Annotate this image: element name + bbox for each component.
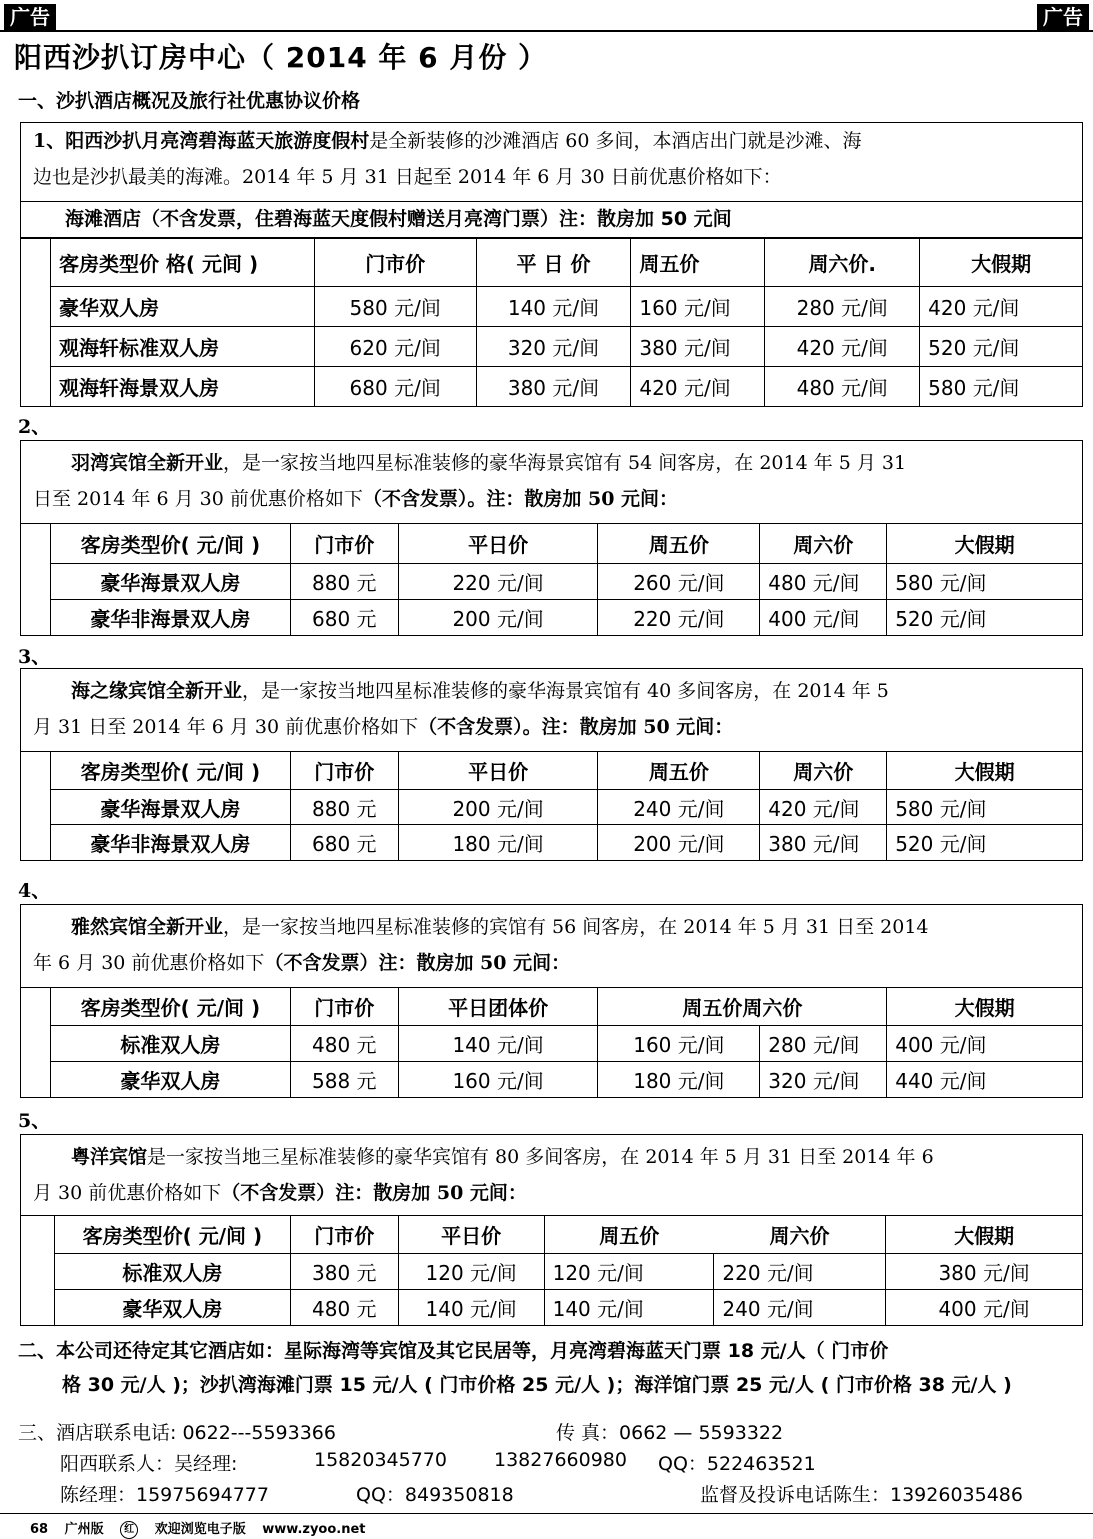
hotel3-desc: ，是一家按当地四星标准装修的豪华海景宾馆有 40 多间客房，在 2014 年 5 xyxy=(242,680,889,702)
table-cell: 200 元/间 xyxy=(398,600,598,636)
table-header-row xyxy=(21,524,1083,564)
contact-qq-1: QQ：522463521 xyxy=(658,1453,816,1475)
header-cell: 门市价 xyxy=(290,752,398,790)
hotel5-name: 粤洋宾馆 xyxy=(71,1146,148,1168)
hotel5-desc-line2: 月 30 前优惠价格如下 xyxy=(33,1182,222,1204)
table-cell: 240 元/间 xyxy=(714,1290,886,1326)
hotel4-number: 4、 xyxy=(18,880,51,902)
header-cell: 大假期 xyxy=(920,239,1083,287)
table-cell: 680 元 xyxy=(290,825,398,861)
table-cell: 240 元/间 xyxy=(598,790,760,825)
header-cell: 平日价 xyxy=(398,1216,544,1254)
header-cell: 门市价 xyxy=(314,239,476,287)
table-cell: 120 元/间 xyxy=(398,1254,544,1290)
header-cell: 门市价 xyxy=(290,1216,398,1254)
table-row xyxy=(21,1026,1083,1062)
header-cell: 客房类型价( 元/间 ) xyxy=(50,988,290,1026)
fax-number: 传 真：0662 — 5593322 xyxy=(556,1422,784,1444)
table-header-row xyxy=(21,1216,1083,1254)
table-cell: 180 元/间 xyxy=(598,1062,760,1098)
table-indent-cell xyxy=(21,524,51,636)
table-cell: 160 元/间 xyxy=(631,287,765,327)
hotel-phone: 三、酒店联系电话: 0622---5593366 xyxy=(18,1422,336,1444)
table-cell: 160 元/间 xyxy=(598,1026,760,1062)
table-cell: 480 元 xyxy=(290,1290,398,1326)
ad-tag-left: 广告 xyxy=(4,4,56,30)
hotel1-intro xyxy=(20,122,1083,202)
table-cell: 140 元/间 xyxy=(476,287,631,327)
hotel3-name: 海之缘宾馆全新开业 xyxy=(71,680,243,702)
table-cell: 180 元/间 xyxy=(398,825,598,861)
hotel2-name: 羽湾宾馆全新开业 xyxy=(71,452,224,474)
header-cell: 大假期 xyxy=(887,988,1083,1026)
table-row xyxy=(21,1254,1083,1290)
table-cell: 420 元/间 xyxy=(920,287,1083,327)
table-cell: 420 元/间 xyxy=(631,367,765,407)
page-footer xyxy=(30,1518,378,1539)
table-cell: 520 元/间 xyxy=(887,825,1083,861)
complaint-phone: 监督及投诉电话陈生：13926035486 xyxy=(700,1484,1023,1506)
table-cell: 140 元/间 xyxy=(544,1290,714,1326)
header-cell: 周五价 xyxy=(598,524,760,564)
table-cell: 标准双人房 xyxy=(54,1254,290,1290)
table-cell: 观海轩海景双人房 xyxy=(50,367,314,407)
header-cell: 周五价 xyxy=(631,239,765,287)
hotel4-desc: ，是一家按当地四星标准装修的宾馆有 56 间客房，在 2014 年 5 月 31 日至 2014 xyxy=(223,916,929,938)
table-cell: 520 元/间 xyxy=(920,327,1083,367)
hotel3-price-table xyxy=(20,751,1083,861)
header-cell: 客房类型价( 元/间 ) xyxy=(50,524,290,564)
hotel4-desc-line2: 年 6 月 30 前优惠价格如下 xyxy=(33,952,265,974)
header-cell: 周六价. xyxy=(765,239,920,287)
edition-label: 广州版 xyxy=(64,1522,104,1537)
table-row xyxy=(21,564,1083,600)
header-cell: 周五价 xyxy=(598,752,760,790)
table-cell: 220 元/间 xyxy=(714,1254,886,1290)
hotel4-intro xyxy=(20,904,1083,988)
table-row xyxy=(21,600,1083,636)
hotel5-intro xyxy=(20,1134,1083,1216)
hotel3-intro xyxy=(20,668,1083,752)
contact-label: 阳西联系人：吴经理: xyxy=(60,1453,238,1475)
table-cell: 480 元 xyxy=(290,1026,398,1062)
table-cell: 160 元/间 xyxy=(398,1062,598,1098)
hotel3-note: （不含发票）。注：散房加 50 元间： xyxy=(418,716,734,738)
header-cell: 客房类型价 格( 元间 ) xyxy=(50,239,314,287)
table-cell: 680 元 xyxy=(290,600,398,636)
table-cell: 480 元/间 xyxy=(765,367,920,407)
page-number: 68 xyxy=(30,1522,49,1537)
table-cell: 680 元/间 xyxy=(314,367,476,407)
hotel4-price-table xyxy=(20,987,1083,1098)
header-cell: 门市价 xyxy=(290,988,398,1026)
header-cell: 大假期 xyxy=(887,752,1083,790)
header-cell: 周五价周六价 xyxy=(598,988,887,1026)
table-cell: 豪华双人房 xyxy=(54,1290,290,1326)
table-cell: 380 元/间 xyxy=(886,1254,1083,1290)
table-cell: 580 元/间 xyxy=(887,564,1083,600)
header-cell: 平 日 价 xyxy=(476,239,631,287)
table-cell: 220 元/间 xyxy=(398,564,598,600)
table-indent-cell xyxy=(21,988,51,1098)
table-cell: 580 元/间 xyxy=(314,287,476,327)
table-cell: 220 元/间 xyxy=(598,600,760,636)
table-cell: 豪华双人房 xyxy=(50,287,314,327)
top-rule xyxy=(0,30,1093,32)
header-cell: 周六价 xyxy=(760,524,887,564)
hotel2-number: 2、 xyxy=(18,416,51,438)
section2-line1: 二、本公司还待定其它酒店如：星际海湾等宾馆及其它民居等，月亮湾碧海蓝天门票 18 元/人（ 门市价 xyxy=(18,1340,889,1362)
hotel2-price-table xyxy=(20,523,1083,636)
table-cell: 豪华海景双人房 xyxy=(50,790,290,825)
table-cell: 400 元/间 xyxy=(887,1026,1083,1062)
hotel1-desc-line2: 边也是沙扒最美的海滩。2014 年 5 月 31 日起至 2014 年 6 月 30 日前优惠价格如下： xyxy=(33,166,782,188)
table-header-row xyxy=(21,752,1083,790)
table-header-row xyxy=(21,239,1083,287)
table-cell: 豪华双人房 xyxy=(50,1062,290,1098)
header-cell: 周六价 xyxy=(714,1216,886,1254)
table-cell: 豪华非海景双人房 xyxy=(50,825,290,861)
table-cell: 豪华海景双人房 xyxy=(50,564,290,600)
table-cell: 580 元/间 xyxy=(920,367,1083,407)
table-row xyxy=(21,825,1083,861)
hotel1-subtitle: 海滩酒店（不含发票，住碧海蓝天度假村赠送月亮湾门票）注：散房加 50 元间 xyxy=(20,201,1083,238)
hotel5-price-table xyxy=(20,1215,1083,1326)
page-title: 阳西沙扒订房中心（ 2014 年 6 月份 ） xyxy=(14,41,548,74)
table-cell: 380 元/间 xyxy=(760,825,887,861)
table-cell: 140 元/间 xyxy=(398,1290,544,1326)
table-cell: 200 元/间 xyxy=(598,825,760,861)
table-cell: 580 元/间 xyxy=(887,790,1083,825)
header-cell: 大假期 xyxy=(886,1216,1083,1254)
table-cell: 280 元/间 xyxy=(765,287,920,327)
table-cell: 400 元/间 xyxy=(760,600,887,636)
table-row xyxy=(21,367,1083,407)
hotel2-note: （不含发票）。注：散房加 50 元间： xyxy=(362,488,679,510)
contact-phone-1: 15820345770 xyxy=(314,1449,447,1471)
header-cell: 门市价 xyxy=(290,524,398,564)
table-cell: 400 元/间 xyxy=(886,1290,1083,1326)
table-cell: 620 元/间 xyxy=(314,327,476,367)
table-cell: 588 元 xyxy=(290,1062,398,1098)
welcome-text: 欢迎浏览电子版 xyxy=(154,1522,246,1537)
header-cell: 客房类型价( 元/间 ) xyxy=(50,752,290,790)
manager-chen-phone: 陈经理：15975694777 xyxy=(60,1484,269,1506)
header-cell: 周六价 xyxy=(760,752,887,790)
hotel5-desc: 是一家按当地三星标准装修的豪华宾馆有 80 多间客房，在 2014 年 5 月 31 日至 2014 年 6 xyxy=(147,1146,934,1168)
header-cell: 周五价 xyxy=(544,1216,714,1254)
table-cell: 380 元 xyxy=(290,1254,398,1290)
contact-qq-2: QQ：849350818 xyxy=(356,1484,514,1506)
table-row xyxy=(21,1062,1083,1098)
table-cell: 440 元/间 xyxy=(887,1062,1083,1098)
bottom-rule xyxy=(0,1513,1093,1514)
header-cell: 大假期 xyxy=(887,524,1083,564)
table-cell: 120 元/间 xyxy=(544,1254,714,1290)
table-cell: 标准双人房 xyxy=(50,1026,290,1062)
table-cell: 480 元/间 xyxy=(760,564,887,600)
publisher-logo-icon: 红 xyxy=(120,1521,138,1539)
table-cell: 观海轩标准双人房 xyxy=(50,327,314,367)
hotel2-desc-line2: 日至 2014 年 6 月 30 前优惠价格如下 xyxy=(33,488,363,510)
table-cell: 880 元 xyxy=(290,790,398,825)
table-cell: 140 元/间 xyxy=(398,1026,598,1062)
hotel2-desc: ，是一家按当地四星标准装修的豪华海景宾馆有 54 间客房，在 2014 年 5 月 31 xyxy=(223,452,907,474)
hotel1-name: 1、阳西沙扒月亮湾碧海蓝天旅游度假村 xyxy=(33,130,370,152)
table-cell: 380 元/间 xyxy=(631,327,765,367)
table-cell: 880 元 xyxy=(290,564,398,600)
hotel3-desc-line2: 月 31 日至 2014 年 6 月 30 前优惠价格如下 xyxy=(33,716,419,738)
table-cell: 380 元/间 xyxy=(476,367,631,407)
header-cell: 客房类型价( 元/间 ) xyxy=(54,1216,290,1254)
hotel2-intro xyxy=(20,440,1083,524)
table-indent-cell xyxy=(21,752,51,861)
table-cell: 320 元/间 xyxy=(760,1062,887,1098)
section1-heading: 一、沙扒酒店概况及旅行社优惠协议价格 xyxy=(18,90,361,112)
header-cell: 平日价 xyxy=(398,752,598,790)
hotel5-number: 5、 xyxy=(18,1110,51,1132)
hotel5-note: （不含发票）注：散房加 50 元间： xyxy=(221,1182,527,1204)
header-cell: 平日团体价 xyxy=(398,988,598,1026)
table-cell: 260 元/间 xyxy=(598,564,760,600)
hotel1-desc: 是全新装修的沙滩酒店 60 多间，本酒店出门就是沙滩、海 xyxy=(369,130,862,152)
hotel1-price-table xyxy=(20,238,1083,407)
table-row xyxy=(21,287,1083,327)
table-cell: 320 元/间 xyxy=(476,327,631,367)
table-cell: 420 元/间 xyxy=(765,327,920,367)
table-indent-cell xyxy=(21,1216,55,1326)
contact-phone-2: 13827660980 xyxy=(494,1449,627,1471)
header-cell: 平日价 xyxy=(398,524,598,564)
hotel4-note: （不含发票）注：散房加 50 元间： xyxy=(264,952,571,974)
table-indent-cell xyxy=(21,239,51,407)
section2-note xyxy=(18,1334,1093,1402)
table-cell: 豪华非海景双人房 xyxy=(50,600,290,636)
section2-line2: 格 30 元/人 )；沙扒湾海滩门票 15 元/人 ( 门市价格 25 元/人 )；海洋馆门票 25 元/人 ( 门市价格 38 元/人 ) xyxy=(62,1374,1012,1396)
table-cell: 520 元/间 xyxy=(887,600,1083,636)
website-url[interactable]: www.zyoo.net xyxy=(262,1522,366,1537)
table-cell: 200 元/间 xyxy=(398,790,598,825)
table-cell: 280 元/间 xyxy=(760,1026,887,1062)
table-cell: 420 元/间 xyxy=(760,790,887,825)
ad-tag-right: 广告 xyxy=(1037,4,1089,30)
table-row xyxy=(21,1290,1083,1326)
hotel3-number: 3、 xyxy=(18,646,51,668)
hotel4-name: 雅然宾馆全新开业 xyxy=(71,916,224,938)
table-row xyxy=(21,327,1083,367)
table-row xyxy=(21,790,1083,825)
table-header-row xyxy=(21,988,1083,1026)
